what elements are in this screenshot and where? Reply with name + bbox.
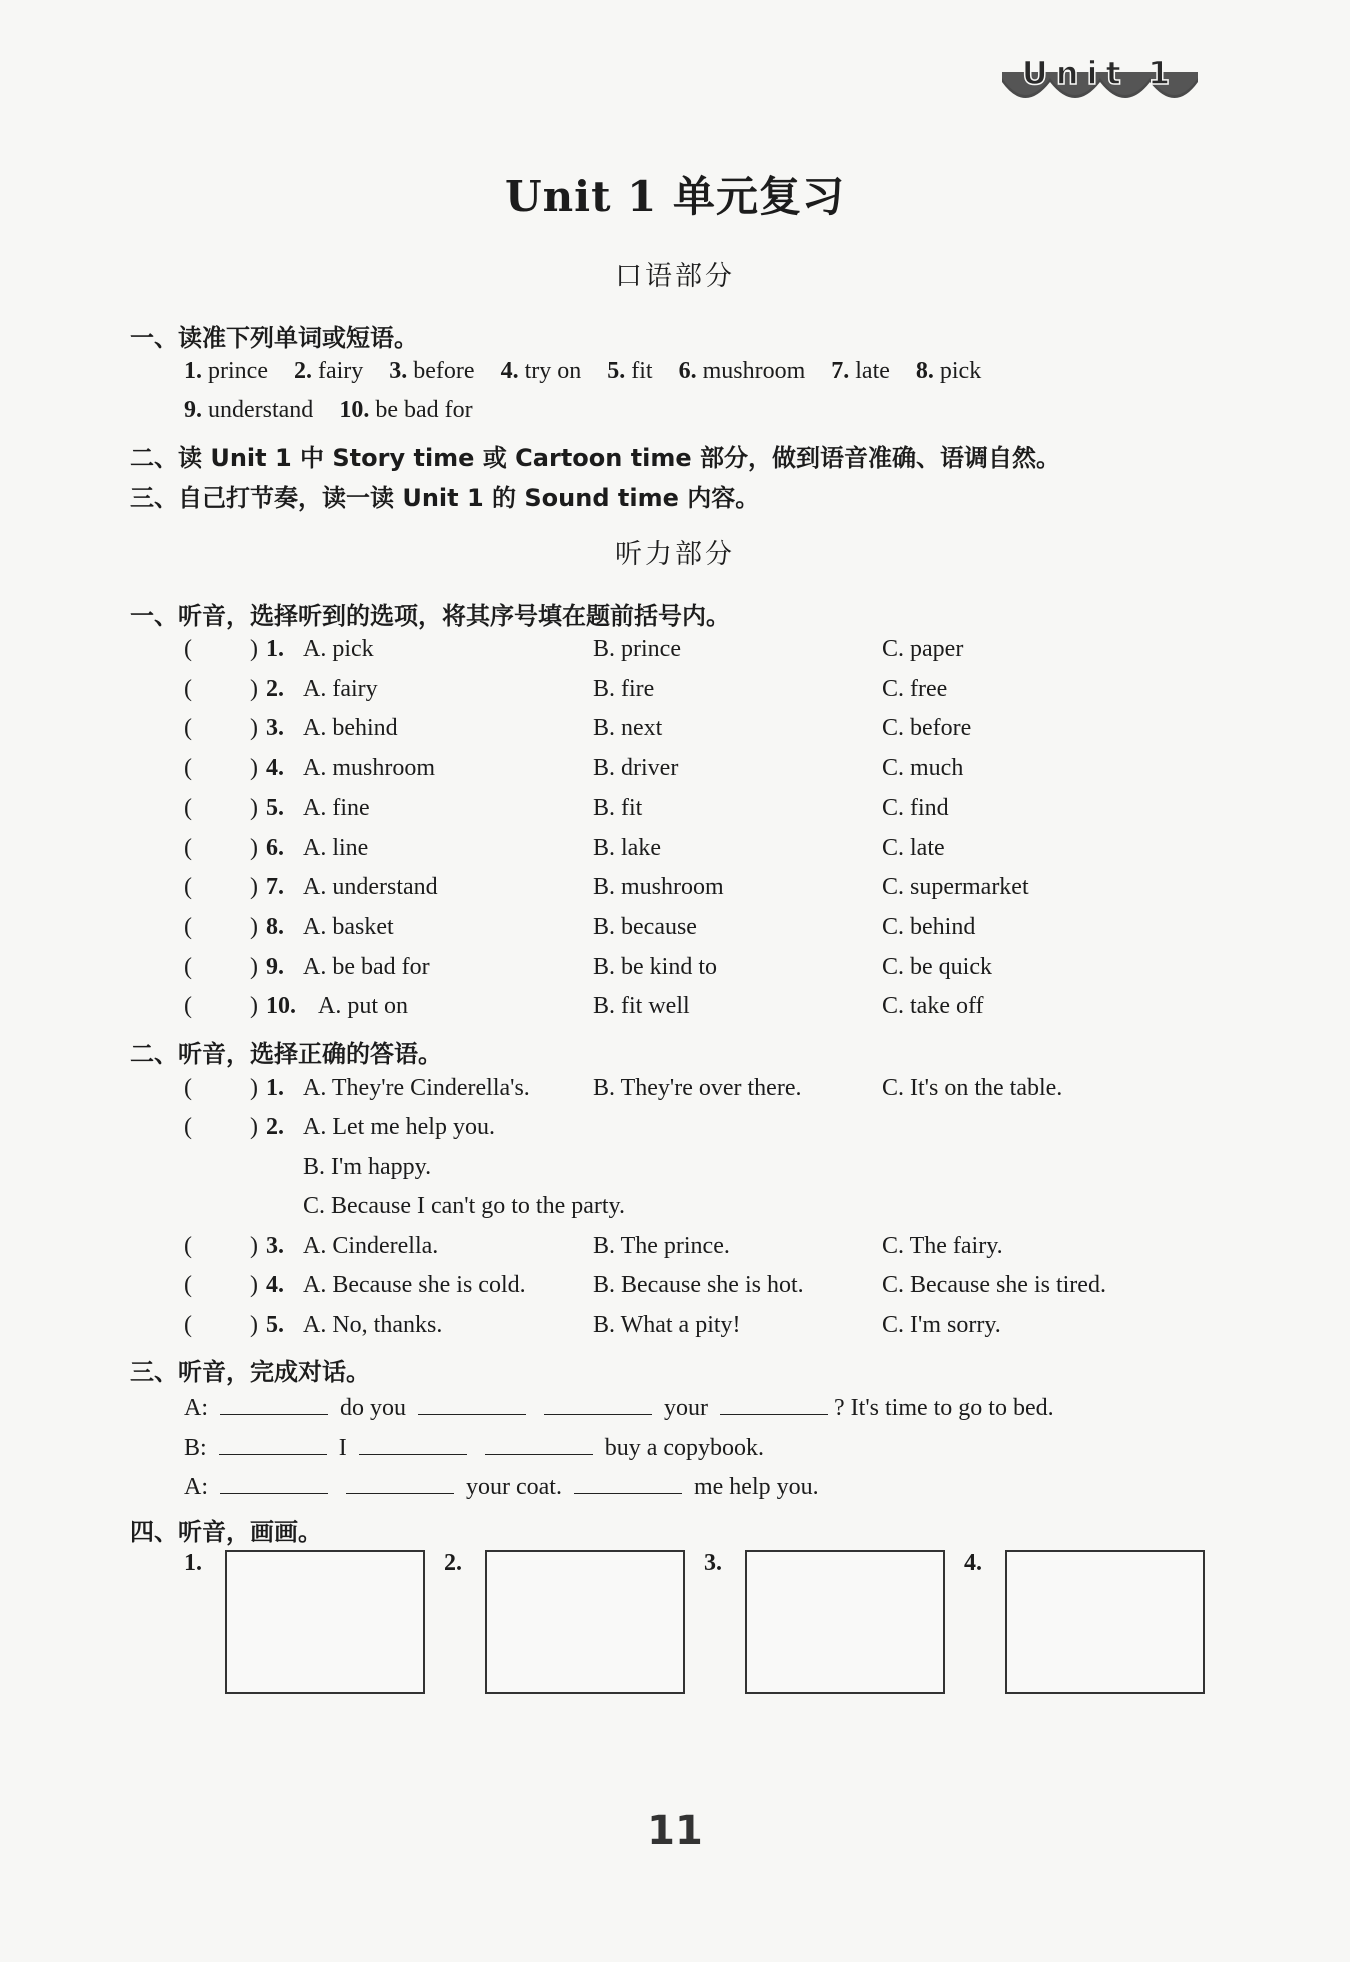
option-a: A. line	[303, 834, 369, 861]
oral-word-number: 3.	[389, 358, 408, 384]
dialog-text: your coat.	[466, 1474, 562, 1500]
option-a: A. mushroom	[303, 755, 435, 782]
oral-q1-line2	[184, 397, 499, 424]
drawing-box-4[interactable]	[1005, 1550, 1205, 1694]
drawing-box-1[interactable]	[225, 1550, 425, 1694]
question-number: 8.	[266, 913, 284, 940]
option-b: B. fire	[593, 675, 655, 702]
badge-text: Unit 1	[1021, 58, 1179, 92]
oral-word-number: 8.	[915, 358, 934, 384]
listening-section-heading: 听力部分	[615, 539, 735, 570]
oral-word-number: 10.	[339, 397, 370, 423]
question-number: 3.	[266, 715, 284, 742]
answer-paren[interactable]: (	[184, 874, 192, 901]
oral-word-text: be bad for	[369, 397, 473, 423]
oral-word-text: late	[849, 358, 890, 384]
option-b: B. because	[593, 913, 697, 940]
oral-word-item	[294, 358, 363, 384]
dialog-text: me help you.	[693, 1474, 819, 1500]
oral-word-text: understand	[202, 397, 314, 423]
oral-word-item	[501, 358, 582, 384]
oral-word-number: 5.	[607, 358, 626, 384]
answer-paren[interactable]: (	[184, 834, 192, 861]
option-c: C. before	[882, 715, 972, 742]
fill-blank[interactable]	[720, 1392, 828, 1415]
listening-p3-heading: 三、听音，完成对话。	[130, 1358, 370, 1386]
oral-q3-heading: 三、自己打节奏，读一读 Unit 1 的 Sound time 内容。	[130, 484, 760, 512]
fill-blank[interactable]	[574, 1471, 682, 1494]
page-number: 11	[647, 1808, 703, 1854]
answer-paren[interactable]: (	[184, 1075, 192, 1101]
answer-paren-close: )	[250, 1233, 258, 1259]
dialog-text: I	[338, 1435, 347, 1461]
oral-word-text: before	[407, 358, 475, 384]
question-number: 10.	[266, 993, 296, 1020]
draw-label-3: 3.	[704, 1550, 722, 1576]
oral-word-text: fit	[625, 358, 653, 384]
option-a: A. understand	[303, 874, 438, 901]
oral-word-item	[339, 397, 472, 423]
answer-paren-close: )	[250, 834, 258, 861]
option-c: C. much	[882, 755, 964, 782]
answer-paren-close: )	[250, 1272, 258, 1298]
answer-paren-close: )	[250, 913, 258, 940]
question-number: 5.	[266, 1312, 284, 1338]
answer-paren[interactable]: (	[184, 913, 192, 940]
option-c: C. take off	[882, 993, 984, 1020]
fill-blank[interactable]	[485, 1432, 593, 1455]
question-number: 1.	[266, 636, 284, 662]
answer-paren-close: )	[250, 1114, 258, 1140]
question-number: 2.	[266, 1114, 284, 1140]
option-a: A. fine	[303, 794, 370, 821]
oral-word-text: mushroom	[696, 358, 806, 384]
fill-blank[interactable]	[219, 1432, 327, 1455]
oral-word-number: 6.	[678, 358, 697, 384]
listening-p4-heading: 四、听音，画画。	[130, 1518, 322, 1546]
option-b: B. lake	[593, 834, 661, 861]
question-number: 7.	[266, 874, 284, 901]
speaker-label: B:	[184, 1435, 207, 1461]
question-number: 4.	[266, 755, 284, 782]
option-a: A. pick	[303, 636, 374, 662]
speaker-label: A:	[184, 1474, 208, 1500]
page-title: Unit 1 单元复习	[505, 172, 845, 221]
question-number: 4.	[266, 1272, 284, 1298]
question-number: 2.	[266, 675, 284, 702]
option-a: A. No, thanks.	[303, 1312, 443, 1338]
oral-word-number: 7.	[831, 358, 850, 384]
option-b: B. fit	[593, 794, 643, 821]
option-b: B. The prince.	[593, 1233, 730, 1259]
oral-word-number: 9.	[184, 397, 202, 423]
answer-paren-close: )	[250, 715, 258, 742]
answer-paren[interactable]: (	[184, 953, 192, 980]
draw-label-2: 2.	[444, 1550, 462, 1576]
oral-word-item	[607, 358, 652, 384]
oral-word-item	[184, 358, 268, 384]
answer-paren[interactable]: (	[184, 993, 192, 1020]
answer-paren[interactable]: (	[184, 1272, 192, 1298]
answer-paren[interactable]: (	[184, 1114, 192, 1140]
option-a: A. Cinderella.	[303, 1233, 439, 1259]
answer-paren-close: )	[250, 1312, 258, 1338]
option-b: B. next	[593, 715, 663, 742]
option-a: A. Let me help you.	[303, 1114, 495, 1140]
answer-paren[interactable]: (	[184, 755, 192, 782]
option-c: C. be quick	[882, 953, 992, 980]
drawing-box-2[interactable]	[485, 1550, 685, 1694]
fill-blank[interactable]	[418, 1392, 526, 1415]
oral-word-text: pick	[933, 358, 982, 384]
answer-paren-close: )	[250, 636, 258, 662]
dialog-text: do you	[340, 1395, 406, 1421]
answer-paren[interactable]: (	[184, 636, 192, 662]
oral-word-text: try on	[518, 358, 582, 384]
dialog-text: ? It's time to go to bed.	[834, 1395, 1054, 1421]
answer-paren[interactable]: (	[184, 715, 192, 742]
oral-word-text: prince	[202, 358, 268, 384]
answer-paren-close: )	[250, 953, 258, 980]
option-c: C. paper	[882, 636, 964, 662]
option-c: C. The fairy.	[882, 1233, 1003, 1259]
question-number: 3.	[266, 1233, 284, 1259]
question-number: 6.	[266, 834, 284, 861]
option-b: B. be kind to	[593, 953, 717, 980]
oral-q1-line1	[184, 358, 1007, 385]
oral-word-item	[679, 358, 806, 384]
fill-blank[interactable]	[220, 1392, 328, 1415]
oral-word-item	[831, 358, 890, 384]
answer-paren[interactable]: (	[184, 675, 192, 702]
question-number: 9.	[266, 953, 284, 980]
option-b: B. driver	[593, 755, 679, 782]
option-a: A. behind	[303, 715, 398, 742]
option-c: C. Because she is tired.	[882, 1272, 1106, 1298]
answer-paren-close: )	[250, 794, 258, 821]
option-a: A. be bad for	[303, 953, 430, 980]
option-b: B. prince	[593, 636, 681, 662]
oral-word-item	[184, 397, 313, 423]
dialog-text: your	[664, 1395, 708, 1421]
answer-paren-close: )	[250, 675, 258, 702]
option-b: B. They're over there.	[593, 1075, 802, 1101]
option-c: C. supermarket	[882, 874, 1029, 901]
option-b: B. What a pity!	[593, 1312, 741, 1338]
draw-label-4: 4.	[964, 1550, 982, 1576]
dialog-line-1	[184, 1392, 1054, 1422]
oral-q2-heading: 二、读 Unit 1 中 Story time 或 Cartoon time 部分，做到语音准确、语调自然。	[130, 444, 1061, 472]
answer-paren[interactable]: (	[184, 1233, 192, 1259]
listening-p2-heading: 二、听音，选择正确的答语。	[130, 1040, 442, 1068]
oral-section-heading: 口语部分	[615, 261, 735, 292]
oral-word-item	[389, 358, 474, 384]
answer-paren-close: )	[250, 993, 258, 1020]
option-c: C. find	[882, 794, 949, 821]
answer-paren-close: )	[250, 755, 258, 782]
option-c: C. late	[882, 834, 945, 861]
option-c: C. free	[882, 675, 948, 702]
oral-word-number: 1.	[184, 358, 202, 384]
oral-word-number: 4.	[500, 358, 519, 384]
answer-paren[interactable]: (	[184, 1312, 192, 1338]
answer-paren-close: )	[250, 874, 258, 901]
oral-word-item	[916, 358, 981, 384]
option-b: B. fit well	[593, 993, 690, 1020]
speaker-label: A:	[184, 1395, 208, 1421]
option-a: A. They're Cinderella's.	[303, 1075, 530, 1101]
oral-q1-heading: 一、读准下列单词或短语。	[130, 324, 418, 352]
option-b: B. I'm happy.	[303, 1154, 432, 1180]
dialog-text: buy a copybook.	[604, 1435, 764, 1461]
unit-badge	[1000, 58, 1200, 110]
option-a: A. put on	[318, 993, 408, 1020]
answer-paren[interactable]: (	[184, 794, 192, 821]
fill-blank[interactable]	[544, 1392, 652, 1415]
option-b: B. Because she is hot.	[593, 1272, 804, 1298]
oral-word-number: 2.	[293, 358, 312, 384]
fill-blank[interactable]	[359, 1432, 467, 1455]
option-b: B. mushroom	[593, 874, 724, 901]
question-number: 5.	[266, 794, 284, 821]
option-a: A. basket	[303, 913, 394, 940]
answer-paren-close: )	[250, 1075, 258, 1101]
option-c: C. Because I can't go to the party.	[303, 1193, 625, 1219]
drawing-box-3[interactable]	[745, 1550, 945, 1694]
option-a: A. Because she is cold.	[303, 1272, 526, 1298]
option-c: C. I'm sorry.	[882, 1312, 1001, 1338]
option-c: C. It's on the table.	[882, 1075, 1063, 1101]
question-number: 1.	[266, 1075, 284, 1101]
fill-blank[interactable]	[220, 1471, 328, 1494]
draw-label-1: 1.	[184, 1550, 202, 1576]
listening-p1-heading: 一、听音，选择听到的选项，将其序号填在题前括号内。	[130, 602, 730, 630]
option-c: C. behind	[882, 913, 976, 940]
fill-blank[interactable]	[346, 1471, 454, 1494]
dialog-line-3	[184, 1471, 819, 1501]
oral-word-text: fairy	[311, 358, 364, 384]
dialog-line-2	[184, 1432, 764, 1462]
option-a: A. fairy	[303, 675, 378, 702]
